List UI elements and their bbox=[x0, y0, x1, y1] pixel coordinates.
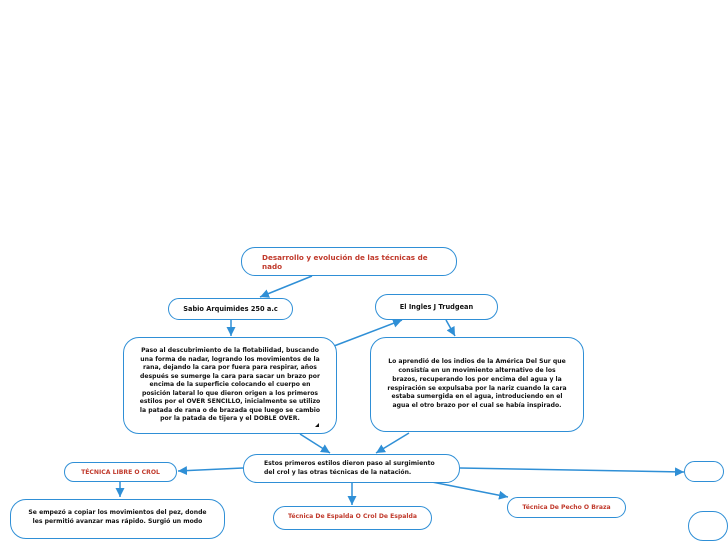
link-estilos-crol bbox=[178, 468, 243, 471]
trudgean-text: El Ingles J Trudgean bbox=[399, 303, 474, 311]
espalda-node[interactable] bbox=[273, 506, 432, 530]
title-text: Desarrollo y evolución de las técnicas de nado bbox=[262, 252, 428, 271]
offscreen-right-node[interactable] bbox=[684, 461, 724, 482]
link-trudgean-desc bbox=[446, 320, 455, 336]
link-trudgeandesc-estilos bbox=[376, 433, 409, 453]
arquimides-desc-text: Paso al descubrimiento de la flotabilidad, buscando una forma de nadar, logrando los movimientos de la rana, dejando la cara por fuera para respirar, años después se sumerge la cara para sacar un brazo por encima de la superficie colocando el cuerpo en posición lateral lo que dieron origen a los primeros estilos por el OVER SENCILLO, inicialmente se utilizo la patada de rana o de brazada que luego se cambio por la patada de tijera y el DOBLE OVER. bbox=[139, 347, 321, 423]
arquimides-text: Sabio Arquimides 250 a.c bbox=[183, 305, 278, 313]
crol-node[interactable] bbox=[64, 462, 177, 482]
link-estilos-right bbox=[460, 468, 684, 472]
estilos-text: Estos primeros estilos dieron paso al surgimiento del crol y las otras técnicas de la natación. bbox=[264, 460, 435, 476]
crol-desc-node[interactable] bbox=[10, 499, 225, 539]
crol-desc-text: Se empezó a copiar los movimientos del pez, donde les permitió avanzar mas rápido. Surgió un modo bbox=[28, 509, 207, 525]
trudgean-node[interactable] bbox=[375, 294, 498, 320]
trudgean-desc-text: Lo aprendió de los indios de la América Del Sur que consistía en un movimiento alternativo de los brazos, recuperando los por encima del agua y la respiración se expulsaba por la nariz cuando la cara estaba sumergida en el agua, introduciendo en el agua el otro brazo por el cual se había inspirado. bbox=[387, 358, 567, 409]
estilos-node[interactable] bbox=[243, 454, 460, 483]
pecho-text: Técnica De Pecho O Braza bbox=[522, 504, 611, 511]
link-arquimidesdesc-estilos bbox=[300, 434, 330, 453]
link-title-arquimides bbox=[260, 276, 312, 297]
espalda-text: Técnica De Espalda O Crol De Espalda bbox=[288, 513, 417, 520]
title-node[interactable] bbox=[241, 247, 457, 276]
crol-text: TÉCNICA LIBRE O CROL bbox=[81, 468, 160, 476]
collapse-icon[interactable] bbox=[315, 423, 319, 427]
pecho-node[interactable] bbox=[507, 497, 626, 518]
trudgean-desc-node[interactable] bbox=[370, 337, 584, 432]
offscreen-bottom-right-node[interactable] bbox=[688, 511, 728, 541]
arquimides-node[interactable] bbox=[168, 298, 293, 320]
arquimides-desc-node[interactable] bbox=[123, 337, 337, 434]
link-estilos-pecho bbox=[432, 482, 508, 497]
